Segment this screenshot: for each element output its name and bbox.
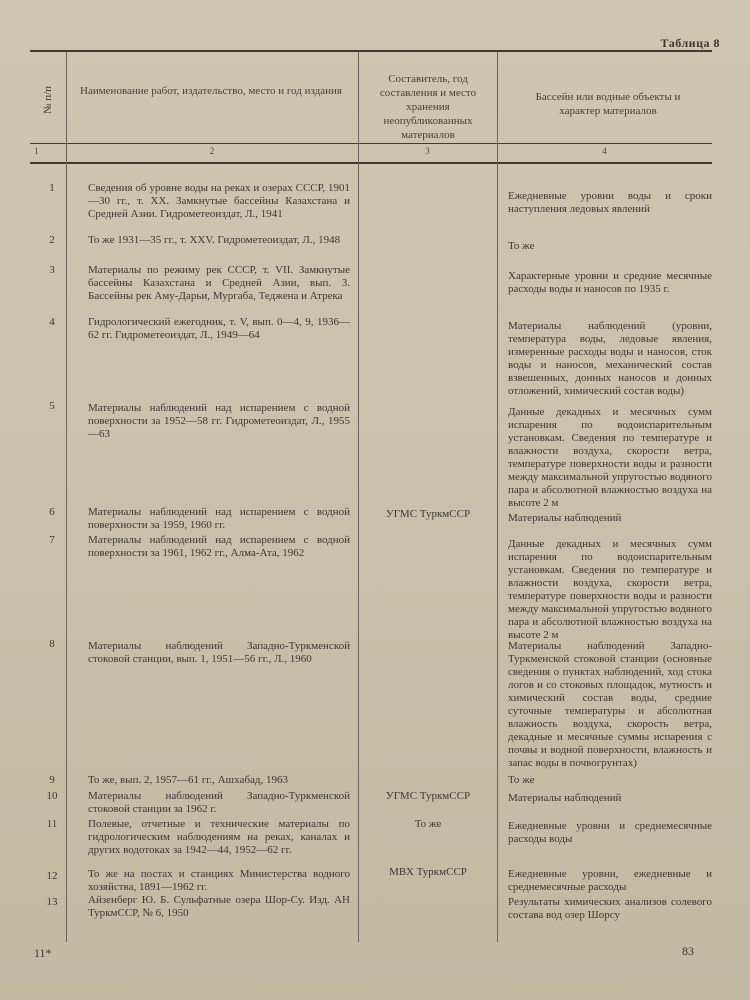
row-work: Айзенберг Ю. Б. Сульфатные озера Шор-Су. Изд. АН ТуркмССР, № 6, 1950 <box>88 894 350 919</box>
row-basin: Ежедневные уровни, ежедневные и среднемесячные расходы <box>508 868 712 893</box>
row-basin: То же <box>508 774 535 786</box>
header-number-label: № п/п <box>42 85 54 115</box>
row-basin: Ежедневные уровни воды и сроки наступления ледовых явлений <box>508 190 712 215</box>
row-basin: Материалы наблюдений <box>508 792 622 804</box>
row-work: То же, вып. 2, 1957—61 гг., Ашхабад, 1963 <box>88 774 288 786</box>
page-number: 83 <box>682 944 694 958</box>
row-work: Полевые, отчетные и технические материалы по гидрологическим наблюдениям на реках, каналах и других водотоках за 1942—44, 1952—62 гг. <box>88 818 350 856</box>
column-divider <box>497 52 498 942</box>
row-work: Материалы по режиму рек СССР, т. VII. Замкнутые бассейны Казахстана и Средней Азии, вып. 3. Бассейны рек Аму-Дарьи, Мургаба, Теджена и Атрека <box>88 264 350 302</box>
row-number: 2 <box>49 234 55 246</box>
header-compiler: Составитель, год составления и место хранения неопубликованных материалов <box>379 73 477 141</box>
header-top-rule <box>30 50 712 52</box>
row-work: Материалы наблюдений Западно-Туркменской стоковой станции за 1962 г. <box>88 790 350 815</box>
column-number: 1 <box>34 146 39 156</box>
row-number: 3 <box>49 264 55 276</box>
row-work: То же на постах и станциях Министерства водного хозяйства, 1891—1962 гг. <box>88 868 350 893</box>
row-number: 9 <box>49 774 55 786</box>
signature-mark: 11* <box>34 946 52 960</box>
row-number: 13 <box>46 896 58 908</box>
row-number: 11 <box>46 818 58 830</box>
header-mid-rule <box>30 143 712 144</box>
row-number: 10 <box>46 790 58 802</box>
row-work: Материалы наблюдений над испарением с водной поверхности за 1961, 1962 гг., Алма-Ата, 1962 <box>88 534 350 559</box>
header-basin: Бассейн или водные объекты и характер материалов <box>535 91 681 117</box>
header-number <box>30 58 66 142</box>
row-basin: Данные декадных и месячных сумм испарения по водоиспарительным установкам. Сведения по температуре и влажности воздуха, скорости ветра, температуре поверхности воды и разности между максимальной упругостью водяного пара и абсолютной влажностью воздуха на высоте 2 м <box>508 538 712 641</box>
row-compiler: УГМС ТуркмССР <box>385 508 471 520</box>
header-work: Наименование работ, издательство, место и год издания <box>80 85 342 97</box>
row-work: Сведения об уровне воды на реках и озерах СССР, 1901—30 гг., т. XX. Замкнутые бассейны Казахстана и Средней Азии. Гидрометеоиздат, Л., 1941 <box>88 182 350 220</box>
row-work: Материалы наблюдений Западно-Туркменской стоковой станции, вып. 1, 1951—56 гг., Л., 1960 <box>88 640 350 665</box>
table-title: Таблица 8 <box>660 36 720 50</box>
row-basin: Данные декадных и месячных сумм испарения по водоиспарительным установкам. Сведения по температуре и влажности воздуха, скорости ветра, температуре поверхности воды и разности между максимальной упругостью водяного пара и абсолютной влажностью воздуха на высоте 2 м <box>508 406 712 509</box>
column-number: 3 <box>425 146 430 156</box>
row-number: 4 <box>49 316 55 328</box>
row-basin: Материалы наблюдений (уровни, температура воды, ледовые явления, измеренные расходы воды и наносов, сток воды и наносов, механический состав взвешенных, донных наносов и донных отложений, химический состав воды) <box>508 320 712 397</box>
column-divider <box>358 52 359 942</box>
row-basin: Результаты химических анализов солевого состава вод озер Шорсу <box>508 896 712 921</box>
row-number: 5 <box>49 400 55 412</box>
row-compiler: УГМС ТуркмССР <box>385 790 471 802</box>
row-work: Материалы наблюдений над испарением с водной поверхности за 1959, 1960 гг. <box>88 506 350 531</box>
row-work: Материалы наблюдений над испарением с водной поверхности за 1952—58 гг. Гидрометеоиздат, Л., 1955—63 <box>88 402 350 440</box>
row-number: 6 <box>49 506 55 518</box>
header-bottom-rule <box>30 162 712 164</box>
row-basin: Материалы наблюдений Западно-Туркменской стоковой станции (основные сведения о пунктах наблюдений, ход стока логов и со стоковых площадок, мутность и химический состав воды, средние суточные температуры и абсолютная влажность воздуха, скорость ветра, декадные и месячные суммы испарения с почвы и водной поверхности, влажность и запас воды в почвогрунтах) <box>508 640 712 769</box>
row-compiler: То же <box>414 818 442 830</box>
row-basin: Ежедневные уровни и среднемесячные расходы воды <box>508 820 712 845</box>
row-basin: Характерные уровни и средние месячные расходы воды и наносов по 1935 г. <box>508 270 712 295</box>
row-compiler: МВХ ТуркмССР <box>389 866 467 878</box>
column-number: 4 <box>602 146 607 156</box>
row-number: 1 <box>49 182 55 194</box>
row-basin: Материалы наблюдений <box>508 512 622 524</box>
row-work: Гидрологический ежегодник, т. V, вып. 0—4, 9, 1936—62 гг. Гидрометеоиздат, Л., 1949—64 <box>88 316 350 341</box>
row-number: 8 <box>49 638 55 650</box>
row-number: 7 <box>49 534 55 546</box>
row-work: То же 1931—35 гг., т. XXV. Гидрометеоиздат, Л., 1948 <box>88 234 341 246</box>
row-basin: То же <box>508 240 535 252</box>
column-number: 2 <box>209 146 215 156</box>
row-number: 12 <box>46 870 58 882</box>
